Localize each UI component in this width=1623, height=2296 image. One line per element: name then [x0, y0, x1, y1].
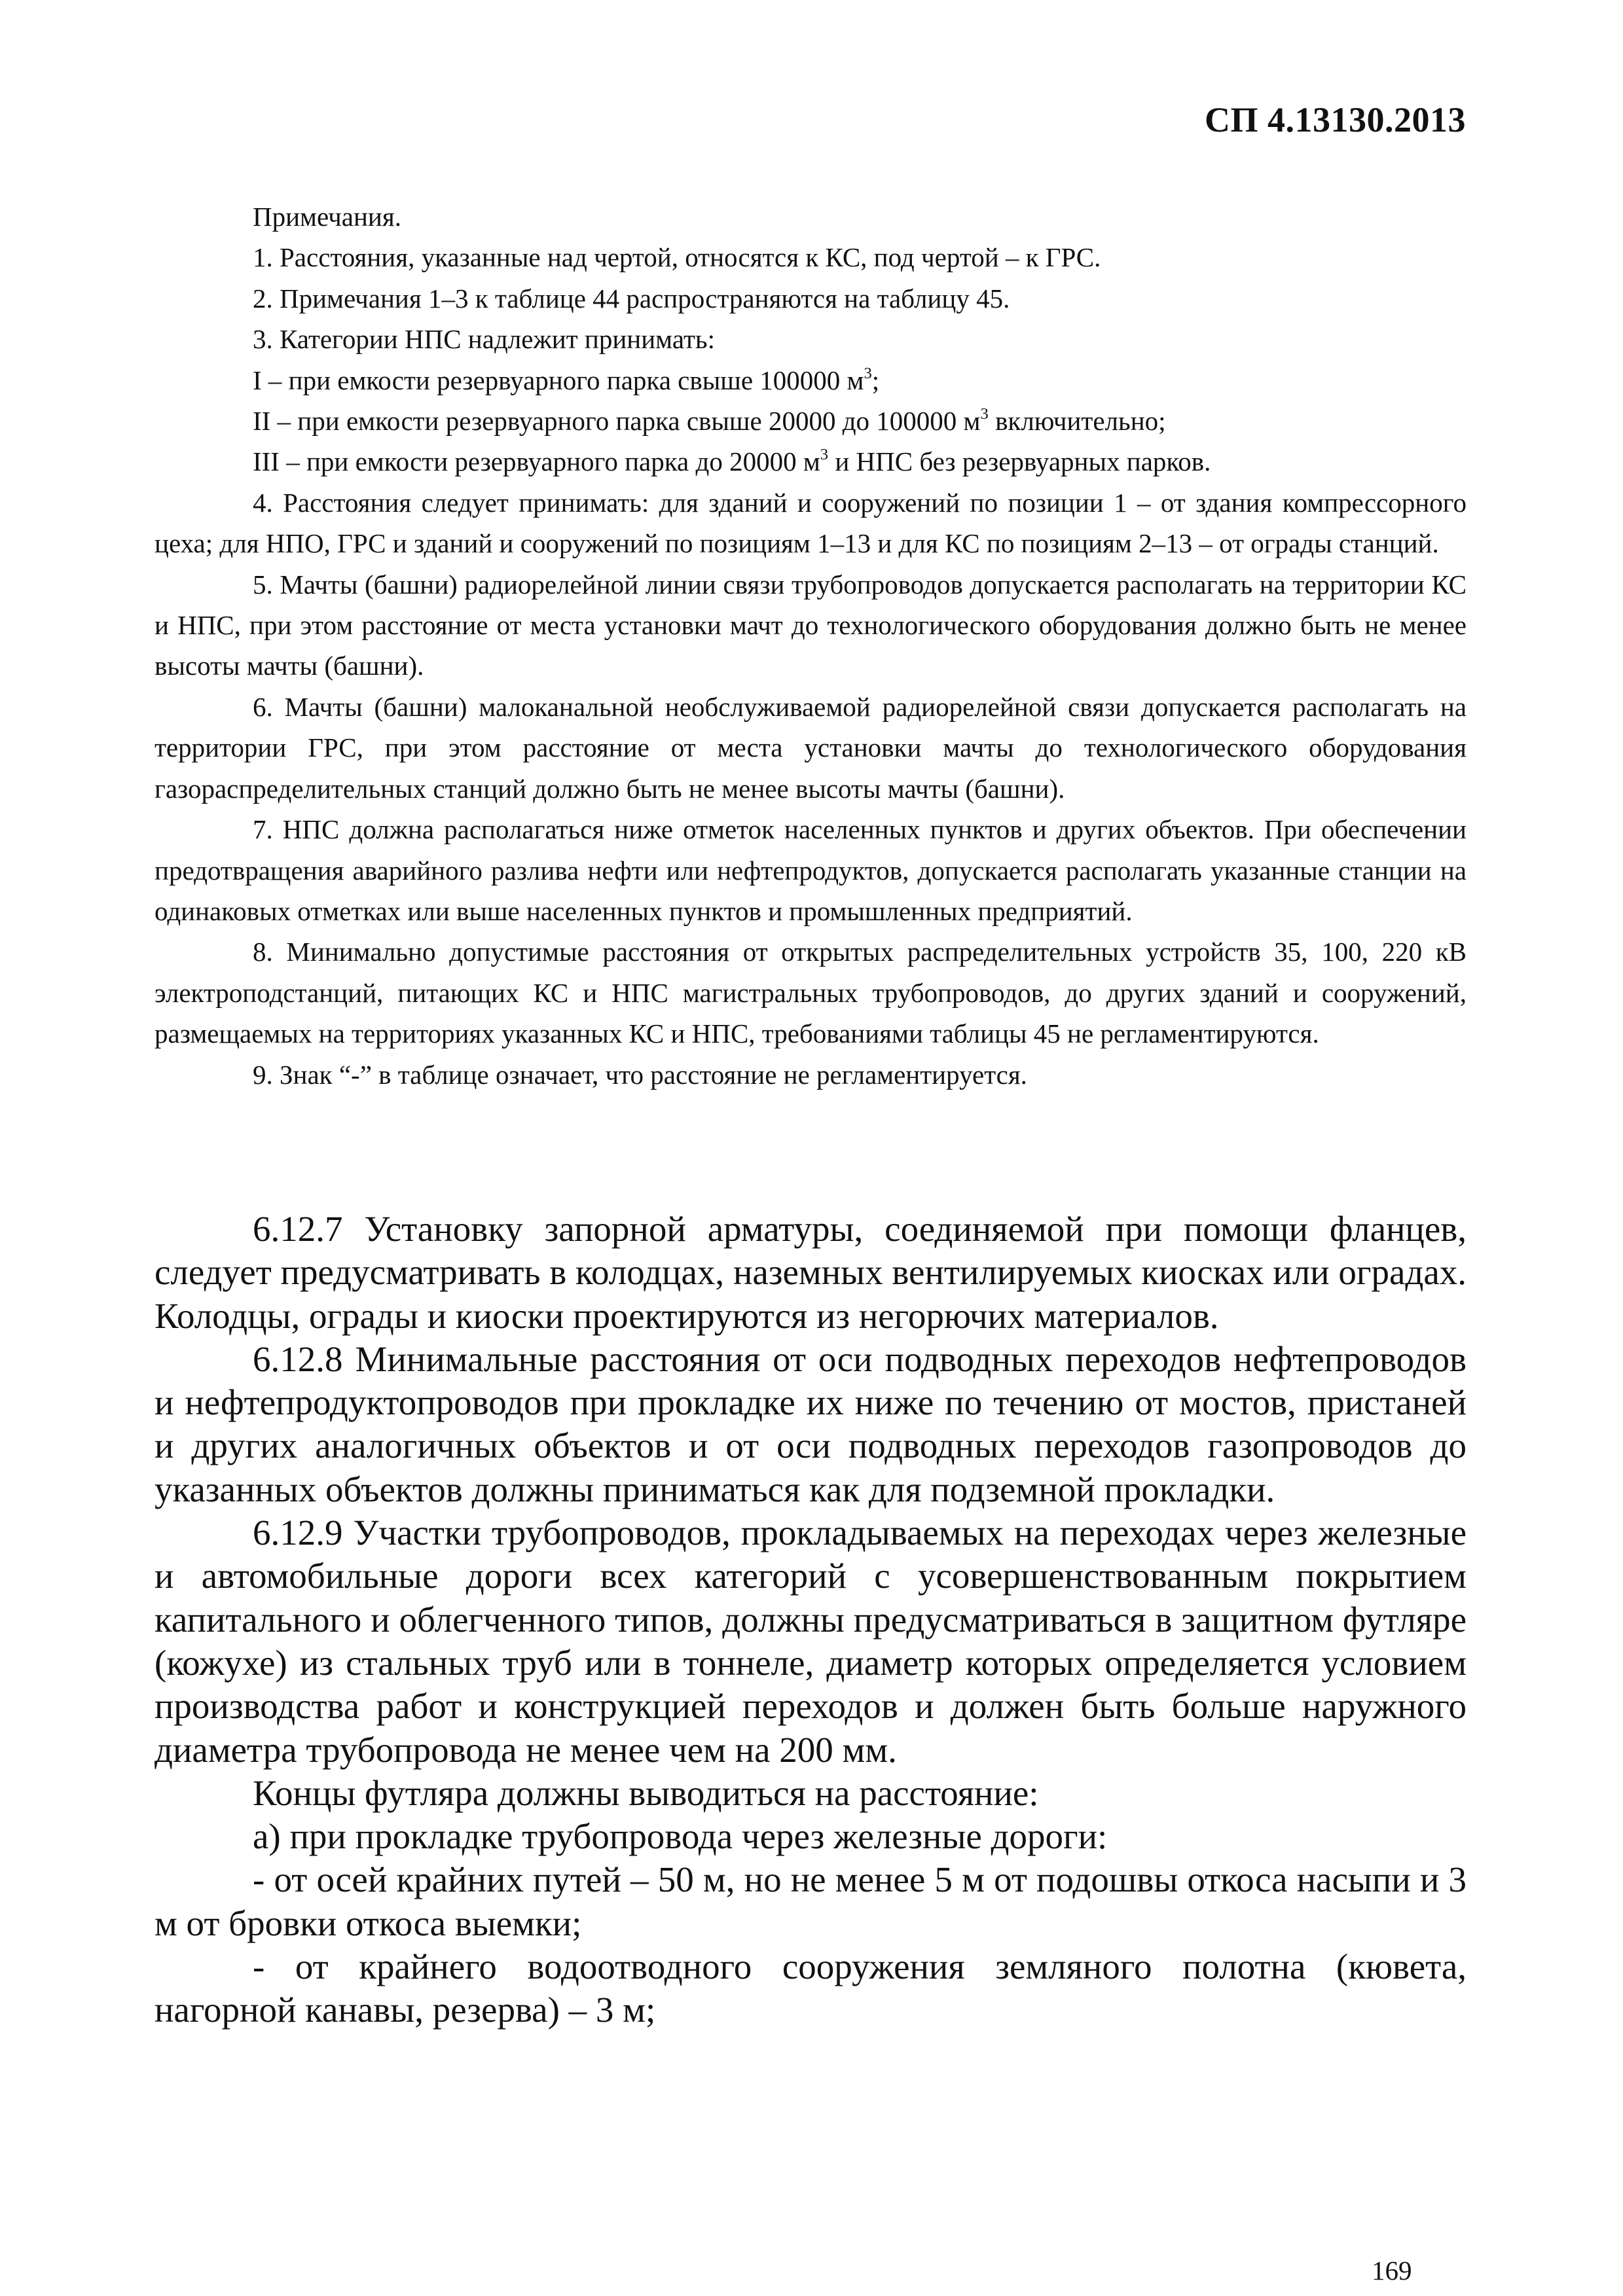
superscript-3: 3 — [980, 404, 989, 423]
note-7: 7. НПС должна располагаться ниже отметок населенных пунктов и других объектов. При обеспечении предотвращения аварийного разлива нефти или нефтепродуктов, допускается располагать указанные станции на одинаковых отметках или выше населенных пунктов и промышленных предприятий. — [155, 814, 1467, 926]
note-3-category-3-end: и НПС без резервуарных парков. — [828, 446, 1211, 477]
note-1: 1. Расстояния, указанные над чертой, относятся к КС, под чертой – к ГРС. — [253, 242, 1101, 273]
note-3: 3. Категории НПС надлежит принимать: — [253, 324, 715, 355]
list-item-dash-2: - от крайнего водоотводного сооружения земляного полотна (кювета, нагорной канавы, резерва) – 3 м; — [155, 1946, 1467, 2030]
note-3-category-1 — [155, 360, 1467, 401]
paragraph-6-12-7: 6.12.7 Установку запорной арматуры, соединяемой при помощи фланцев, следует предусматривать в колодцах, наземных вентилируемых киосках или оградах. Колодцы, ограды и киоски проектируются из негорючих материалов. — [155, 1209, 1467, 1336]
note-3-category-2-end: включительно; — [988, 406, 1166, 437]
note-3-category-1-end: ; — [871, 365, 880, 395]
list-item-dash-1: - от осей крайних путей – 50 м, но не менее 5 м от подошвы откоса насыпи и 3 м от бровки откоса выемки; — [155, 1859, 1467, 1943]
paragraph-case-ends: Концы футляра должны выводиться на расстояние: — [253, 1772, 1039, 1813]
table-notes — [155, 196, 1467, 1095]
superscript-3: 3 — [820, 446, 829, 464]
note-3-category-2-text: II – при емкости резервуарного парка свыше 20000 до 100000 м — [253, 406, 981, 437]
paragraph-6-12-8: 6.12.8 Минимальные расстояния от оси подводных переходов нефтепроводов и нефтепродуктопроводов при прокладке их ниже по течению от мостов, пристаней и других аналогичных объектов и от оси подводных переходов газопроводов до указанных объектов должны приниматься как для подземной прокладки. — [155, 1338, 1467, 1509]
note-6: 6. Мачты (башни) малоканальной необслуживаемой радиорелейной связи допускается располагать на территории ГРС, при этом расстояние от места установки мачты до технологического оборудования газораспределительных станций должно быть не менее высоты мачты (башни). — [155, 691, 1467, 804]
document-code-header: СП 4.13130.2013 — [1205, 100, 1466, 139]
note-3-category-3-text: III – при емкости резервуарного парка до 20000 м — [253, 446, 820, 477]
main-text — [155, 1208, 1467, 2032]
note-3-category-2 — [155, 401, 1467, 441]
note-3-category-1-text: I – при емкости резервуарного парка свыше 100000 м — [253, 365, 864, 395]
note-8: 8. Минимально допустимые расстояния от открытых распределительных устройств 35, 100, 220 кВ электроподстанций, питающих КС и НПС магистральных трубопроводов, до других зданий и сооружений, размещаемых на территориях указанных КС и НПС, требованиями таблицы 45 не регламентируются. — [155, 937, 1467, 1049]
notes-title: Примечания. — [253, 202, 401, 232]
list-item-a: а) при прокладке трубопровода через железные дороги: — [253, 1816, 1108, 1857]
superscript-3: 3 — [864, 364, 872, 382]
note-2: 2. Примечания 1–3 к таблице 44 распространяются на таблицу 45. — [253, 283, 1010, 314]
page-number: 169 — [1372, 2255, 1412, 2286]
note-4: 4. Расстояния следует принимать: для зданий и сооружений по позиции 1 – от здания компрессорного цеха; для НПО, ГРС и зданий и сооружений по позициям 1–13 и для КС по позициям 2–13 – от ограды станций. — [155, 487, 1467, 559]
note-3-category-3 — [155, 441, 1467, 482]
note-5: 5. Мачты (башни) радиорелейной линии связи трубопроводов допускается располагать на территории КС и НПС, при этом расстояние от места установки мачт до технологического оборудования должно быть не менее высоты мачты (башни). — [155, 569, 1467, 681]
note-9: 9. Знак “-” в таблице означает, что расстояние не регламентируется. — [253, 1059, 1027, 1090]
paragraph-6-12-9: 6.12.9 Участки трубопроводов, прокладываемых на переходах через железные и автомобильные дороги всех категорий с усовершенствованным покрытием капитального и облегченного типов, должны предусматриваться в защитном футляре (кожухе) из стальных труб или в тоннеле, диаметр которых определяется условием производства работ и конструкцией переходов и должен быть больше наружного диаметра трубопровода не менее чем на 200 мм. — [155, 1513, 1467, 1770]
